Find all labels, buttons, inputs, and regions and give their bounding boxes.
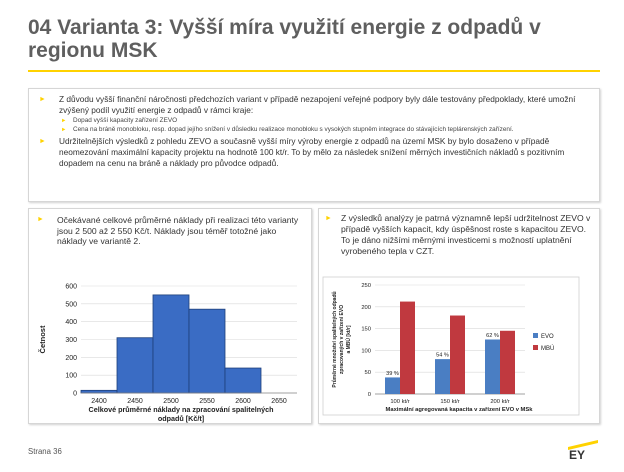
bullet-arrow-icon: ► (61, 126, 67, 133)
intro-box (28, 88, 600, 202)
bar-mbú (500, 331, 515, 394)
y-tick-label: 50 (364, 370, 371, 377)
x-axis-label-line2: odpadů [Kč/t] (157, 414, 205, 423)
y-tick-label: 100 (65, 372, 77, 380)
x-tick-label: 2650 (271, 398, 287, 405)
histogram-bar (225, 368, 261, 393)
bullet-arrow-icon: ► (39, 96, 46, 103)
bullet-arrow-icon: ► (61, 118, 67, 124)
y-axis-label-line1: Průměrné množství spalitelných odpadů (332, 291, 338, 388)
y-tick-label: 300 (65, 337, 77, 344)
left-panel (28, 208, 312, 424)
intro-item-1 (35, 94, 593, 134)
data-label: 54 % (436, 352, 449, 359)
histogram-bar (153, 295, 189, 393)
right-panel-text: Z výsledků analýzy je patrná významně lepší udržitelnost ZEVO v případě vyšších kapacit, kdy úspěšnost roste s kapacitou ZEVO. To je dáno nižšími měrnými investicemi s možností uplatnění vyrobeného tepla v CZT. (341, 213, 591, 256)
page-number: Strana 36 (28, 447, 62, 456)
intro-sub2-text: Cena na bráně monobloku, resp. dopad jejího snížení v důsledku realizace monobloku s vysokých stupněm integrace do stávajících teplárenských zařízení. (73, 125, 514, 133)
svg-text:EY: EY (569, 448, 586, 460)
x-tick-label: 100 kt/r (390, 399, 410, 405)
ey-logo (566, 438, 600, 460)
bullet-arrow-icon: ► (39, 138, 46, 146)
bar-mbú (450, 316, 465, 394)
intro-list (35, 94, 593, 169)
bar-evo (385, 377, 400, 394)
intro-subitem-2 (59, 126, 593, 135)
bullet-arrow-icon: ► (325, 215, 332, 222)
y-tick-label: 200 (65, 354, 77, 362)
y-tick-label: 150 (361, 326, 371, 333)
y-axis-label-line2: zpracovaných v zařízení EVO (339, 304, 345, 375)
y-axis-label: Četnost (38, 325, 47, 354)
intro-sub1-text: Dopad vyšší kapacity zařízení ZEVO (73, 117, 178, 124)
y-tick-label: 200 (361, 304, 371, 311)
page-title: 04 Varianta 3: Vyšší míra využití energie z odpadů v regionu MSK (28, 16, 541, 62)
x-tick-label: 2450 (127, 398, 143, 405)
intro-sublist (59, 117, 593, 134)
y-tick-label: 500 (65, 301, 77, 309)
legend-label-evo: EVO (541, 334, 554, 340)
x-tick-label: 2600 (235, 398, 251, 405)
data-label: 39 % (386, 370, 399, 377)
x-axis-label-line1: Celkové průměrné náklady na zpracování spalitelných (88, 405, 274, 414)
y-tick-label: 600 (65, 283, 77, 291)
y-tick-label: 0 (367, 392, 371, 398)
title-divider (28, 70, 600, 72)
y-tick-label: 100 (361, 348, 371, 355)
left-panel-text: Očekávané celkové průměrné náklady při realizaci této varianty jsou 2 500 až 2 550 Kč/t. Náklady jsou téměř totožné jako náklady ve variantě 2. (57, 215, 299, 247)
legend-swatch-evo (533, 333, 538, 338)
x-tick-label: 2550 (199, 398, 215, 405)
legend-label-mbú: MBÚ (541, 346, 555, 352)
histogram-bar (81, 390, 117, 393)
y-tick-label: 0 (73, 390, 77, 398)
y-tick-label: 250 (361, 283, 371, 289)
x-tick-label: 2400 (91, 398, 107, 405)
x-tick-label: 200 kt/r (490, 399, 510, 405)
intro-p1: Z důvodu vyšší finanční náročnosti předchozích variant v případě nezapojení veřejné podpory byly dále testovány předpoklady, které umožní zvýšený podíl využití energie z odpadů v rámci kraje: (59, 94, 576, 115)
x-tick-label: 2500 (163, 398, 179, 405)
y-tick-label: 400 (65, 319, 77, 327)
capacity-bar-chart (319, 209, 599, 423)
histogram-bar (189, 309, 225, 393)
data-label: 62 % (486, 333, 499, 339)
x-tick-label: 150 kt/r (440, 399, 460, 405)
intro-subitem-1 (59, 117, 593, 126)
legend-swatch-mbú (533, 345, 538, 350)
bar-evo (485, 340, 500, 395)
intro-p2: Udržitelnějších výsledků z pohledu ZEVO a současně vyšší míry výroby energie z odpadů na území MSK by bylo dosaženo v případě neomezování maximální kapacity projektu na hodnotě 100 kt/r. To by mělo za následek snížení měrných investičních nákladů s pozitivním dopadem na cenu na bráně a náklady pro původce odpadů. (59, 136, 565, 169)
bar-mbú (400, 302, 415, 394)
histogram-chart (29, 209, 311, 423)
bar-evo (435, 359, 450, 394)
right-panel (318, 208, 600, 424)
bullet-arrow-icon: ► (37, 216, 44, 223)
intro-item-2 (35, 136, 593, 169)
y-axis-label-line3: a MBÚ [kt/r] (346, 325, 352, 354)
histogram-bar (117, 338, 153, 393)
x-axis-label: Maximální agregovaná kapacita v zařízení EVO v MSk (385, 407, 533, 413)
